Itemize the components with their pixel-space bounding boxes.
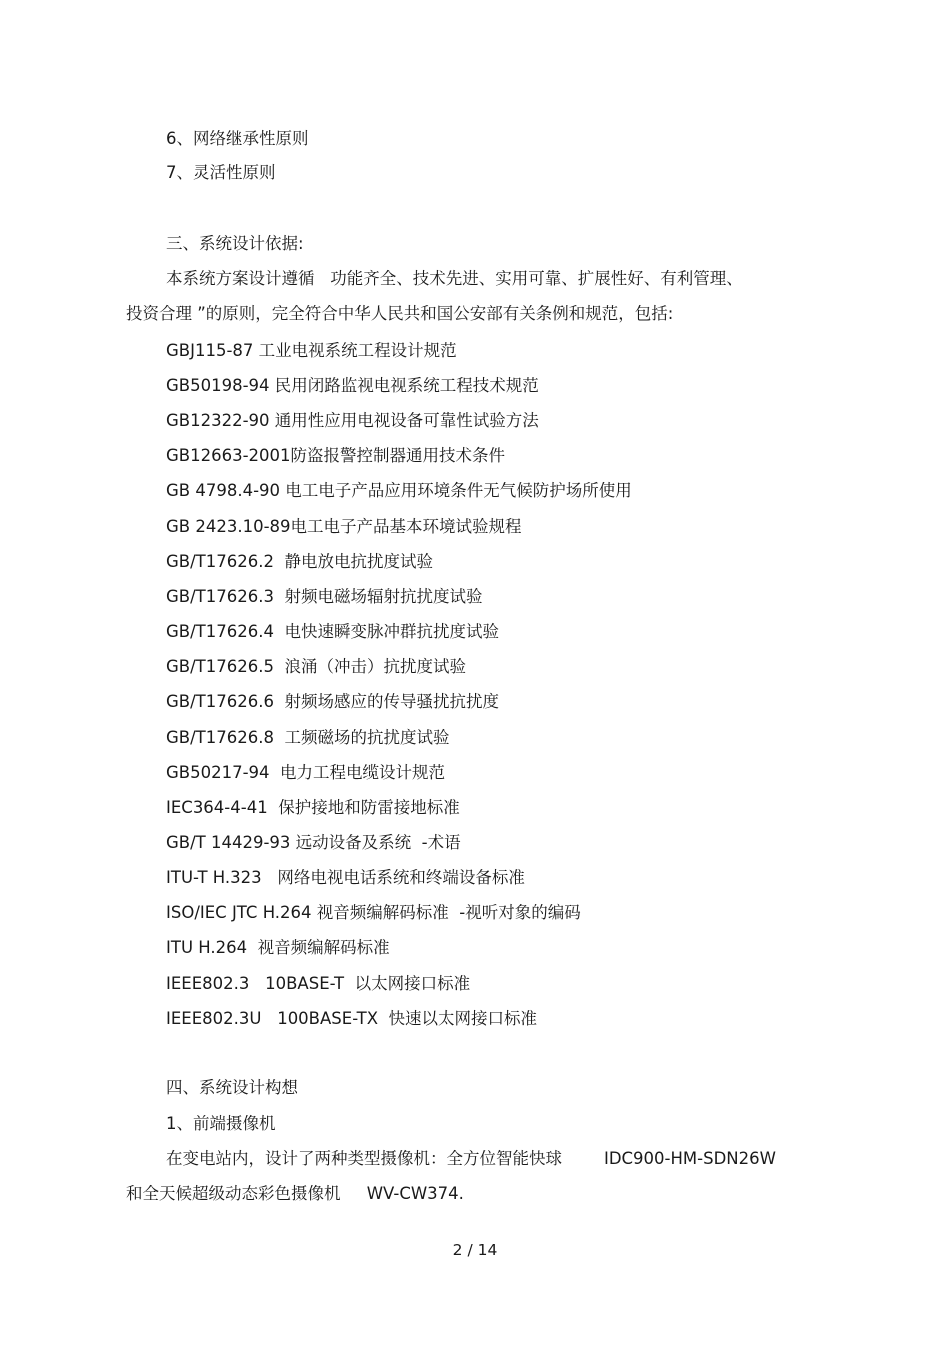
paragraph-line: 投资合理 ”的原则，完全符合中华人民共和国公安部有关条例和规范，包括: xyxy=(126,304,674,323)
section-heading-design-basis: 三、系统设计依据: xyxy=(166,234,304,253)
standard-item: GB/T17626.8 工频磁场的抗扰度试验 xyxy=(166,728,450,747)
paragraph-line: 在变电站内，设计了两种类型摄像机：全方位智能快球 IDC900-HM-SDN26W xyxy=(166,1149,776,1168)
standard-item: ITU-T H.323 网络电视电话系统和终端设备标准 xyxy=(166,868,525,887)
standard-item: ISO/IEC JTC H.264 视音频编解码标准 -视听对象的编码 xyxy=(166,903,581,922)
standard-item: GB/T17626.2 静电放电抗扰度试验 xyxy=(166,552,433,571)
standard-item: GB/T17626.5 浪涌（冲击）抗扰度试验 xyxy=(166,657,466,676)
paragraph-line: 本系统方案设计遵循 功能齐全、技术先进、实用可靠、扩展性好、有利管理、 xyxy=(166,269,743,288)
list-item-flexibility: 7、灵活性原则 xyxy=(166,163,276,182)
standard-item: IEEE802.3 10BASE-T 以太网接口标准 xyxy=(166,974,471,993)
standard-item: IEEE802.3U 100BASE-TX 快速以太网接口标准 xyxy=(166,1009,538,1028)
standard-item: GB/T17626.6 射频场感应的传导骚扰抗扰度 xyxy=(166,692,499,711)
standard-item: IEC364-4-41 保护接地和防雷接地标准 xyxy=(166,798,460,817)
paragraph-line: 和全天候超级动态彩色摄像机 WV-CW374. xyxy=(126,1184,464,1203)
standard-item: GB/T17626.4 电快速瞬变脉冲群抗扰度试验 xyxy=(166,622,499,641)
standard-item: GB/T17626.3 射频电磁场辐射抗扰度试验 xyxy=(166,587,483,606)
standard-item: GB12322-90 通用性应用电视设备可靠性试验方法 xyxy=(166,411,539,430)
standard-item: GB 2423.10-89电工电子产品基本环境试验规程 xyxy=(166,517,522,536)
standard-item: GB12663-2001防盗报警控制器通用技术条件 xyxy=(166,446,506,465)
subsection-heading-front-camera: 1、前端摄像机 xyxy=(166,1114,276,1133)
standard-item: GB50198-94 民用闭路监视电视系统工程技术规范 xyxy=(166,376,539,395)
standard-item: GB/T 14429-93 远动设备及系统 -术语 xyxy=(166,833,461,852)
standard-item: GBJ115-87 工业电视系统工程设计规范 xyxy=(166,341,457,360)
standard-item: GB 4798.4-90 电工电子产品应用环境条件无气候防护场所使用 xyxy=(166,481,632,500)
list-item-network-inheritance: 6、网络继承性原则 xyxy=(166,129,309,148)
standard-item: GB50217-94 电力工程电缆设计规范 xyxy=(166,763,446,782)
standard-item: ITU H.264 视音频编解码标准 xyxy=(166,938,390,957)
section-heading-design-concept: 四、系统设计构想 xyxy=(166,1078,298,1097)
page-number: 2 / 14 xyxy=(452,1241,498,1259)
